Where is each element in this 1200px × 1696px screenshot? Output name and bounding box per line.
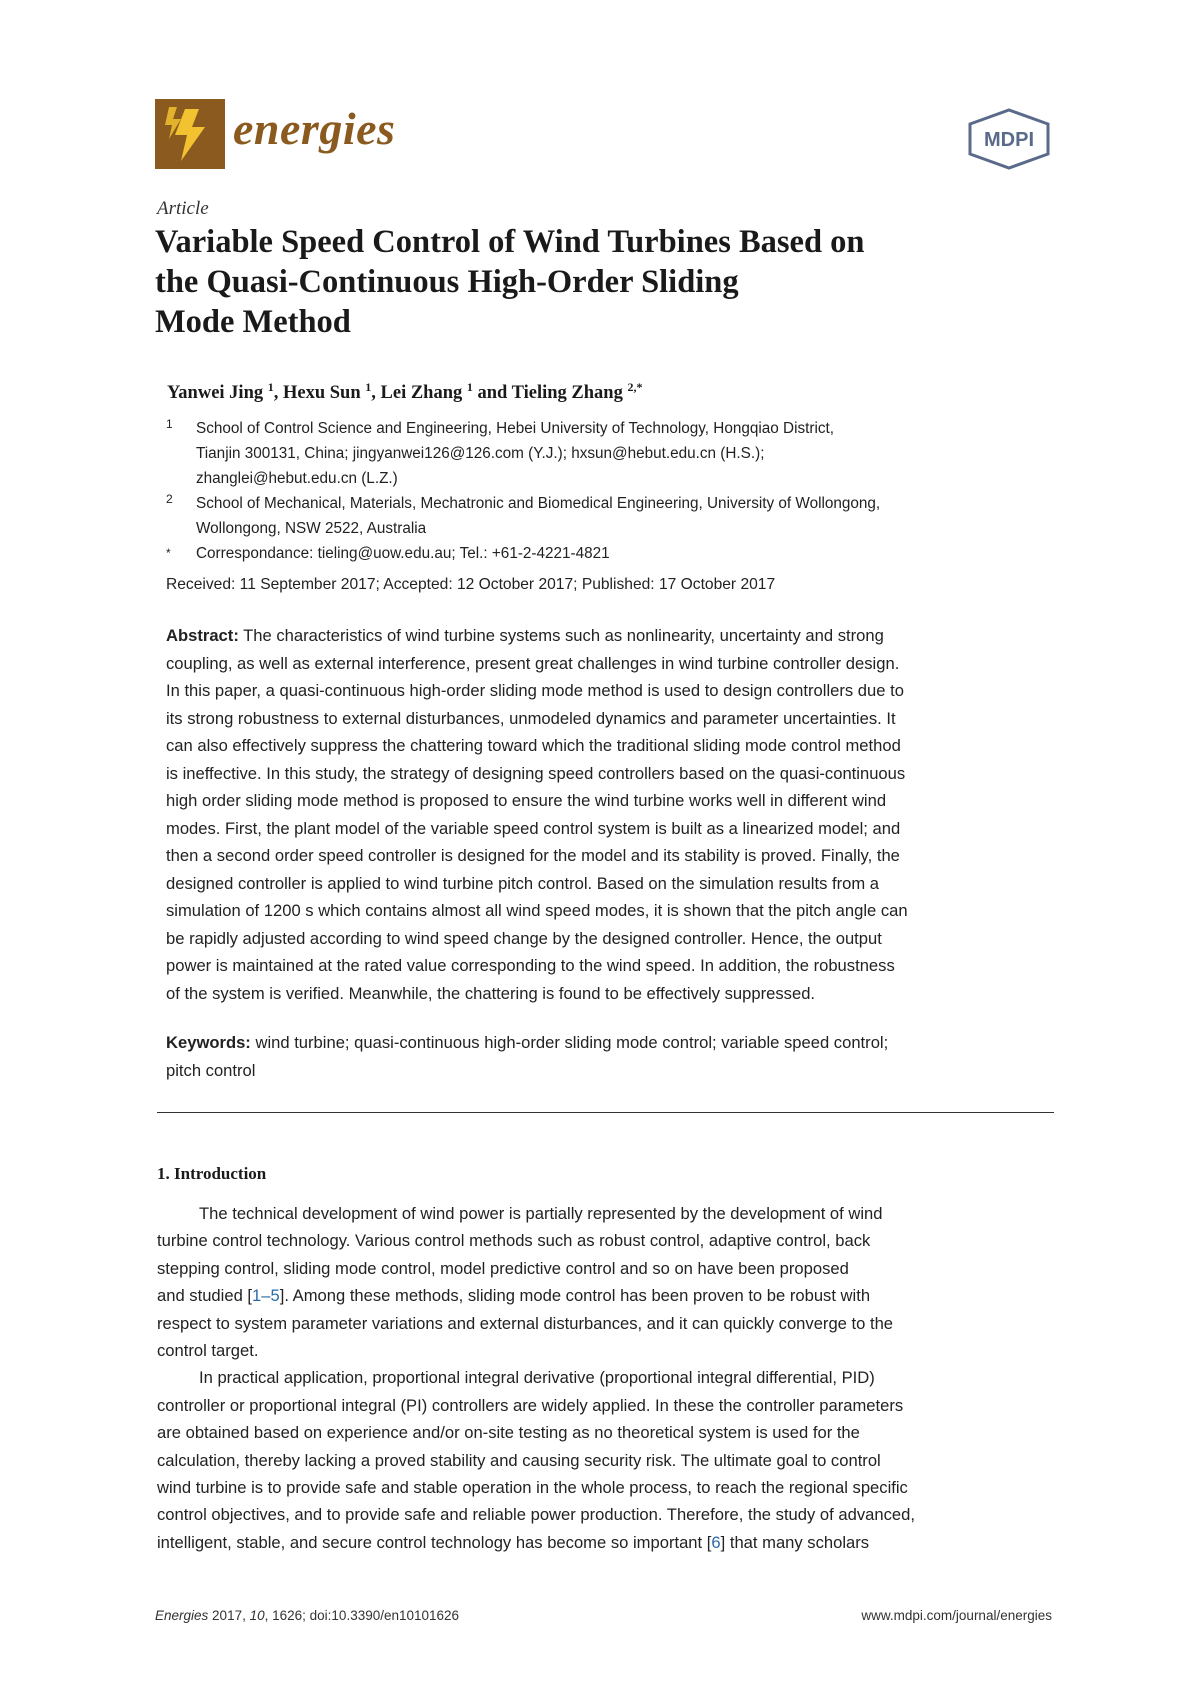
abstract-line: In this paper, a quasi-continuous high-order sliding mode method is used to design controllers due to <box>166 681 904 700</box>
author-sep: , <box>371 383 381 404</box>
author-name: Hexu Sun <box>283 383 361 404</box>
paragraph-line: are obtained based on experience and/or on-site testing as no theoretical system is used for the <box>157 1423 860 1443</box>
abstract-line: coupling, as well as external interference, present great challenges in wind turbine controller design. <box>166 653 900 673</box>
paragraph-line: controller or proportional integral (PI) controllers are widely applied. In these the controller parameters <box>157 1395 904 1415</box>
mdpi-logo-text: MDPI <box>984 129 1034 151</box>
abstract-line: simulation of 1200 s which contains almost all wind speed modes, it is shown that the pitch angle can <box>166 901 908 920</box>
footer-url[interactable]: www.mdpi.com/journal/energies <box>861 1608 1052 1623</box>
section-divider <box>157 1112 1054 1113</box>
affiliation-line: School of Mechanical, Materials, Mechatronic and Biomedical Engineering, University of Wollongong, <box>196 495 881 512</box>
paragraph-line: calculation, thereby lacking a proved stability and causing security risk. The ultimate goal to control <box>157 1450 881 1470</box>
paragraph <box>157 1364 1054 1556</box>
author-affil-mark: 1 <box>466 380 473 394</box>
affiliation-line: Wollongong, NSW 2522, Australia <box>196 520 427 537</box>
abstract-label: Abstract: <box>166 626 239 645</box>
abstract-line: high order sliding mode method is proposed to ensure the wind turbine works well in different wind <box>166 791 887 810</box>
keywords-line: pitch control <box>166 1060 256 1080</box>
abstract-line: be rapidly adjusted according to wind speed change by the designed controller. Hence, the output <box>166 928 882 948</box>
paragraph-line: respect to system parameter variations and external disturbances, and it can quickly converge to the <box>157 1313 894 1333</box>
abstract-line: its strong robustness to external disturbances, unmodeled dynamics and parameter uncertainties. It <box>166 708 896 728</box>
title-line: the Quasi-Continuous High-Order Sliding <box>155 264 739 300</box>
footer-citation <box>155 1608 459 1623</box>
paragraph-line: stepping control, sliding mode control, model predictive control and so on have been proposed <box>157 1258 849 1278</box>
affiliations <box>166 416 1066 566</box>
abstract-line: then a second order speed controller is designed for the model and its stability is proved. Finally, the <box>166 846 900 865</box>
lightning-bolt-icon <box>155 99 225 169</box>
title-line: Mode Method <box>155 304 351 340</box>
abstract-line <box>166 622 1054 650</box>
article-type: Article <box>157 198 209 219</box>
affiliation-line: zhanglei@hebut.edu.cn (L.Z.) <box>196 470 398 487</box>
text-run: ]. Among these methods, sliding mode control has been proven to be robust with <box>279 1286 871 1306</box>
footer-volume: 10 <box>249 1608 265 1623</box>
keywords-line <box>166 1029 1054 1057</box>
footer-year: 2017, <box>208 1608 250 1623</box>
section-heading: 1. Introduction <box>157 1164 267 1183</box>
affiliation-mark: * <box>166 546 171 560</box>
abstract-line: modes. First, the plant model of the variable speed control system is built as a linearized model; and <box>166 818 901 838</box>
affiliation-item <box>166 541 1066 566</box>
title-line: Variable Speed Control of Wind Turbines Based on <box>155 224 865 260</box>
footer-doi: , 1626; doi:10.3390/en10101626 <box>264 1608 460 1623</box>
text-run: and studied [ <box>157 1286 253 1306</box>
author-affil-mark: 1 <box>365 380 372 394</box>
abstract-line: designed controller is applied to wind turbine pitch control. Based on the simulation results from a <box>166 873 879 893</box>
abstract <box>166 622 1054 1007</box>
paragraph-line: control target. <box>157 1341 259 1361</box>
keywords <box>166 1029 1054 1084</box>
abstract-line: is ineffective. In this study, the strategy of designing speed controllers based on the quasi-continuous <box>166 763 906 783</box>
paragraph-line: control objectives, and to provide safe and reliable power production. Therefore, the study of advanced, <box>157 1505 915 1525</box>
paragraph <box>157 1200 1054 1364</box>
paragraph-line <box>157 1529 1054 1556</box>
author-name: Yanwei Jing <box>167 383 264 404</box>
citation-link[interactable]: 1–5 <box>252 1286 280 1306</box>
footer-journal: Energies <box>155 1608 209 1623</box>
mdpi-logo <box>966 108 1052 170</box>
correspondence-line: Correspondance: tieling@uow.edu.au; Tel.: +61-2-4221-4821 <box>196 545 610 562</box>
author-affil-mark: 1 <box>267 380 274 394</box>
journal-name: energies <box>233 103 396 154</box>
paragraph-line: The technical development of wind power is partially represented by the development of wind <box>199 1204 883 1223</box>
text-run: intelligent, stable, and secure control technology has become so important [ <box>157 1532 712 1552</box>
text-run: ] that many scholars <box>720 1532 870 1552</box>
author-affil-mark: 2,* <box>627 380 643 394</box>
affiliation-item <box>166 416 1066 491</box>
affiliation-item <box>166 491 1066 541</box>
paragraph-line: wind turbine is to provide safe and stable operation in the whole process, to reach the regional specific <box>157 1478 908 1498</box>
abstract-text: The characteristics of wind turbine systems such as nonlinearity, uncertainty and strong <box>238 626 884 645</box>
abstract-line: can also effectively suppress the chattering toward which the traditional sliding mode control method <box>166 736 901 755</box>
paragraph-line: In practical application, proportional integral derivative (proportional integral differential, PID) <box>199 1368 875 1388</box>
affiliation-line: Tianjin 300131, China; jingyanwei126@126.com (Y.J.); hxsun@hebut.edu.cn (H.S.); <box>196 445 765 462</box>
citation-link[interactable]: 6 <box>711 1532 721 1552</box>
body-text <box>157 1200 1054 1556</box>
paragraph-line <box>157 1282 1054 1309</box>
keywords-label: Keywords: <box>166 1033 251 1052</box>
paragraph-line: turbine control technology. Various control methods such as robust control, adaptive control, back <box>157 1231 871 1251</box>
affiliation-mark: 2 <box>166 492 173 506</box>
author-sep: , <box>273 383 283 404</box>
affiliation-mark: 1 <box>166 417 173 431</box>
paper-title <box>155 222 1055 342</box>
abstract-line: power is maintained at the rated value corresponding to the wind speed. In addition, the robustness <box>166 956 895 975</box>
author-name: Tieling Zhang <box>511 383 623 404</box>
publication-history: Received: 11 September 2017; Accepted: 12 October 2017; Published: 17 October 2017 <box>166 576 776 593</box>
abstract-line: of the system is verified. Meanwhile, the chattering is found to be effectively suppressed. <box>166 983 816 1003</box>
author-name: Lei Zhang <box>380 383 463 404</box>
author-sep: and <box>472 383 512 404</box>
author-list <box>167 380 642 404</box>
affiliation-line: School of Control Science and Engineering, Hebei University of Technology, Hongqiao District, <box>196 420 835 437</box>
keywords-text: wind turbine; quasi-continuous high-order sliding mode control; variable speed control; <box>250 1033 889 1052</box>
journal-logo <box>155 99 225 169</box>
